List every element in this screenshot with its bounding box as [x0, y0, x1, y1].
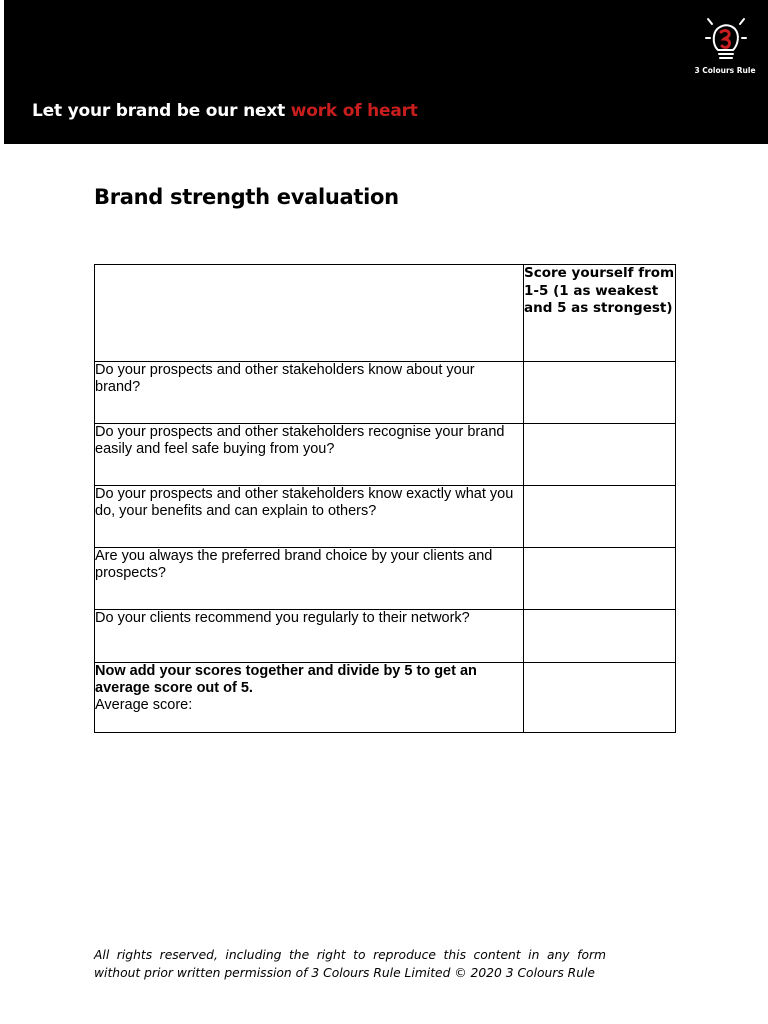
brand-logo — [694, 14, 756, 78]
question-cell: Do your prospects and other stakeholders know about your brand? — [95, 362, 524, 424]
score-cell — [524, 610, 676, 663]
table-row — [95, 424, 676, 486]
total-instruction: Now add your scores together and divide by 5 to get an average score out of 5. — [95, 663, 477, 696]
average-score-label: Average score: — [95, 697, 193, 713]
table-row — [95, 362, 676, 424]
total-cell — [95, 663, 524, 733]
question-cell: Are you always the preferred brand choice by your clients and prospects? — [95, 548, 524, 610]
average-score-cell — [524, 663, 676, 733]
tagline — [32, 101, 418, 121]
total-row — [95, 663, 676, 733]
table-row — [95, 610, 676, 663]
logo-wordmark: 3 Colours Rule — [694, 66, 756, 75]
page-title: Brand strength evaluation — [94, 185, 399, 209]
score-cell — [524, 548, 676, 610]
evaluation-table — [94, 264, 676, 733]
tagline-main: Let your brand be our next — [32, 101, 291, 121]
header-blank-cell — [95, 265, 524, 362]
table-row — [95, 548, 676, 610]
question-cell: Do your prospects and other stakeholders know exactly what you do, your benefits and can explain to others? — [95, 486, 524, 548]
copyright-footer: All rights reserved, including the right to reproduce this content in any form without prior written permission of 3 Colours Rule Limited © 2020 3 Colours Rule — [94, 948, 606, 980]
score-header-cell: Score yourself from 1-5 (1 as weakest and 5 as strongest) — [524, 265, 676, 362]
table-row — [95, 486, 676, 548]
score-cell — [524, 486, 676, 548]
table-header-row — [95, 265, 676, 362]
lightbulb-icon — [704, 14, 748, 66]
tagline-accent: work of heart — [290, 101, 418, 121]
question-cell: Do your prospects and other stakeholders recognise your brand easily and feel safe buying from you? — [95, 424, 524, 486]
score-cell — [524, 362, 676, 424]
header-banner — [4, 0, 768, 144]
question-cell: Do your clients recommend you regularly to their network? — [95, 610, 524, 663]
score-cell — [524, 424, 676, 486]
